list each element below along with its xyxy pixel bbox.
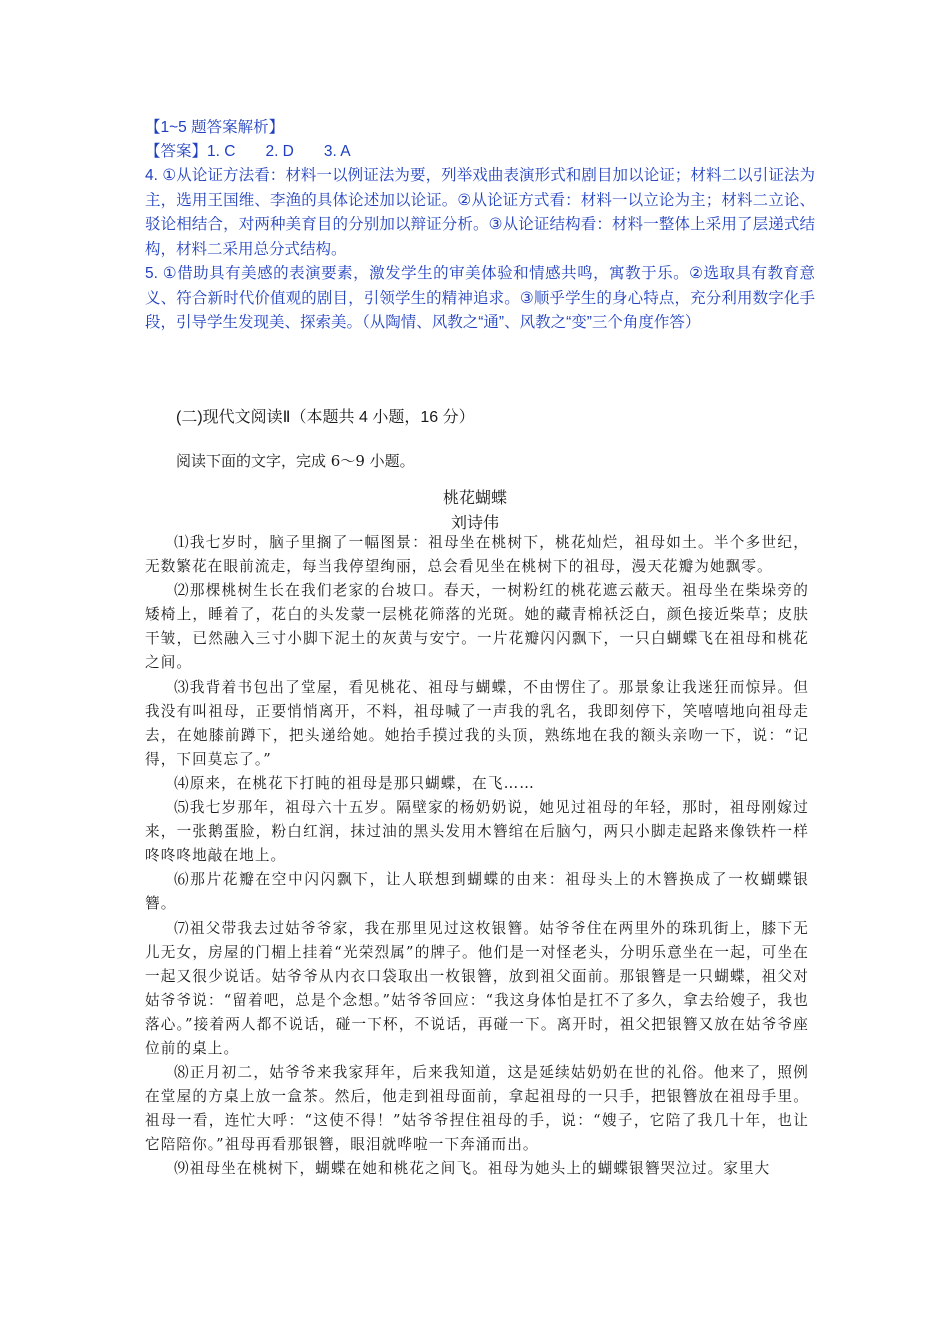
section-title: (二)现代文阅读Ⅱ（本题共 4 小题，16 分） bbox=[176, 409, 475, 426]
answer-item-2: 2. D bbox=[265, 143, 294, 160]
paragraph-2: ⑵那棵桃树生长在我们老家的台坡口。春天，一树粉红的桃花遮云蔽天。祖母坐在柴垛旁的矮椅上，睡着了，花白的头发蒙一层桃花筛落的光斑。她的藏青棉袄泛白，颜色接近柴草；皮肤干皱，已然融入三寸小脚下泥土的灰黄与安宁。一片花瓣闪闪飘下，一只白蝴蝶飞在祖母和桃花之间。 bbox=[145, 582, 809, 672]
answer-heading: 【1~5 题答案解析】 bbox=[145, 119, 285, 136]
answer-item-3: 3. A bbox=[323, 143, 351, 160]
article-author: 刘诗伟 bbox=[450, 515, 499, 532]
answer-q4: 4. ①从论证方法看：材料一以例证法为要，列举戏曲表演形式和剧目加以论证；材料二以引证法为主，选用王国维、李渔的具体论述加以论证。②从论证方式看：材料一以立论为主；材料二立论、驳论相结合，对两种美育目的分别加以辩证分析。③从论证结构看：材料一整体上采用了层递式结构，材料二采用总分式结构。 bbox=[145, 167, 815, 258]
paragraph-9: ⑼祖母坐在桃树下，蝴蝶在她和桃花之间飞。祖母为她头上的蝴蝶银簪哭泣过。家里大 bbox=[174, 1160, 771, 1178]
paragraph-6: ⑹那片花瓣在空中闪闪飘下，让人联想到蝴蝶的由来：祖母头上的木簪换成了一枚蝴蝶银簪。 bbox=[145, 871, 809, 913]
paragraph-4: ⑷原来，在桃花下打盹的祖母是那只蝴蝶，在飞…… bbox=[174, 774, 535, 792]
article-body bbox=[145, 531, 809, 1182]
answer-label: 【答案】 bbox=[145, 143, 208, 160]
paragraph-3: ⑶我背着书包出了堂屋，看见桃花、祖母与蝴蝶，不由愣住了。那景象让我迷狂而惊异。但我没有叫祖母，正要悄悄离开，不料，祖母喊了一声我的乳名，我即刻停下，笑嘻嘻地向祖母走去，在她膝前蹲下，把头递给她。她抬手摸过我的头顶，熟练地在我的额头亲吻一下，说：“记得，下回莫忘了。” bbox=[145, 678, 809, 768]
section-instruction: 阅读下面的文字，完成 6～9 小题。 bbox=[176, 452, 415, 470]
paragraph-1: ⑴我七岁时，脑子里搁了一幅图景：祖母坐在桃树下，桃花灿烂，祖母如土。半个多世纪，无数繁花在眼前流走，每当我停望绚丽，总会看见坐在桃树下的祖母，漫天花瓣为她飘零。 bbox=[145, 534, 809, 576]
answer-section bbox=[145, 116, 815, 336]
paragraph-7: ⑺祖父带我去过姑爷爷家，我在那里见过这枚银簪。姑爷爷住在两里外的珠玑街上，膝下无儿无女，房屋的门楣上挂着“光荣烈属”的牌子。他们是一对怪老头，分明乐意坐在一起，可坐在一起又很少说话。姑爷爷从内衣口袋取出一枚银簪，放到祖父面前。那银簪是一只蝴蝶，祖父对姑爷爷说：“留着吧，总是个念想。”姑爷爷回应：“我这身体怕是扛不了多久，拿去给嫂子，我也落心。”接着两人都不说话，碰一下杯，不说话，再碰一下。离开时，祖父把银簪又放在姑爷爷座位前的桌上。 bbox=[145, 919, 809, 1057]
answer-item-1: 1. C bbox=[207, 143, 236, 160]
paragraph-8: ⑻正月初二，姑爷爷来我家拜年，后来我知道，这是延续姑奶奶在世的礼俗。他来了，照例在堂屋的方桌上放一盒茶。然后，他走到祖母面前，拿起祖母的一只手，把银簪放在祖母手里。祖母一看，连忙大呼：“这使不得！”姑爷爷捏住祖母的手，说：“嫂子，它陪了我几十年，也让它陪陪你。”祖母再看那银簪，眼泪就哗啦一下奔涌而出。 bbox=[145, 1064, 809, 1154]
article-title: 桃花蝴蝶 bbox=[442, 490, 507, 507]
answer-choices bbox=[145, 140, 815, 164]
answer-q5: 5. ①借助具有美感的表演要素，激发学生的审美体验和情感共鸣，寓教于乐。②选取具有教育意义、符合新时代价值观的剧目，引领学生的精神追求。③顺乎学生的身心特点，充分利用数字化手段，引导学生发现美、探索美。（从陶情、风教之“通”、风教之“变”三个角度作答） bbox=[145, 265, 815, 331]
paragraph-5: ⑸我七岁那年，祖母六十五岁。隔壁家的杨奶奶说，她见过祖母的年轻，那时，祖母刚嫁过来，一张鹅蛋脸，粉白红润，抹过油的黑头发用木簪绾在后脑勺，两只小脚走起路来像铁杵一样咚咚咚地敲在地上。 bbox=[145, 799, 809, 865]
